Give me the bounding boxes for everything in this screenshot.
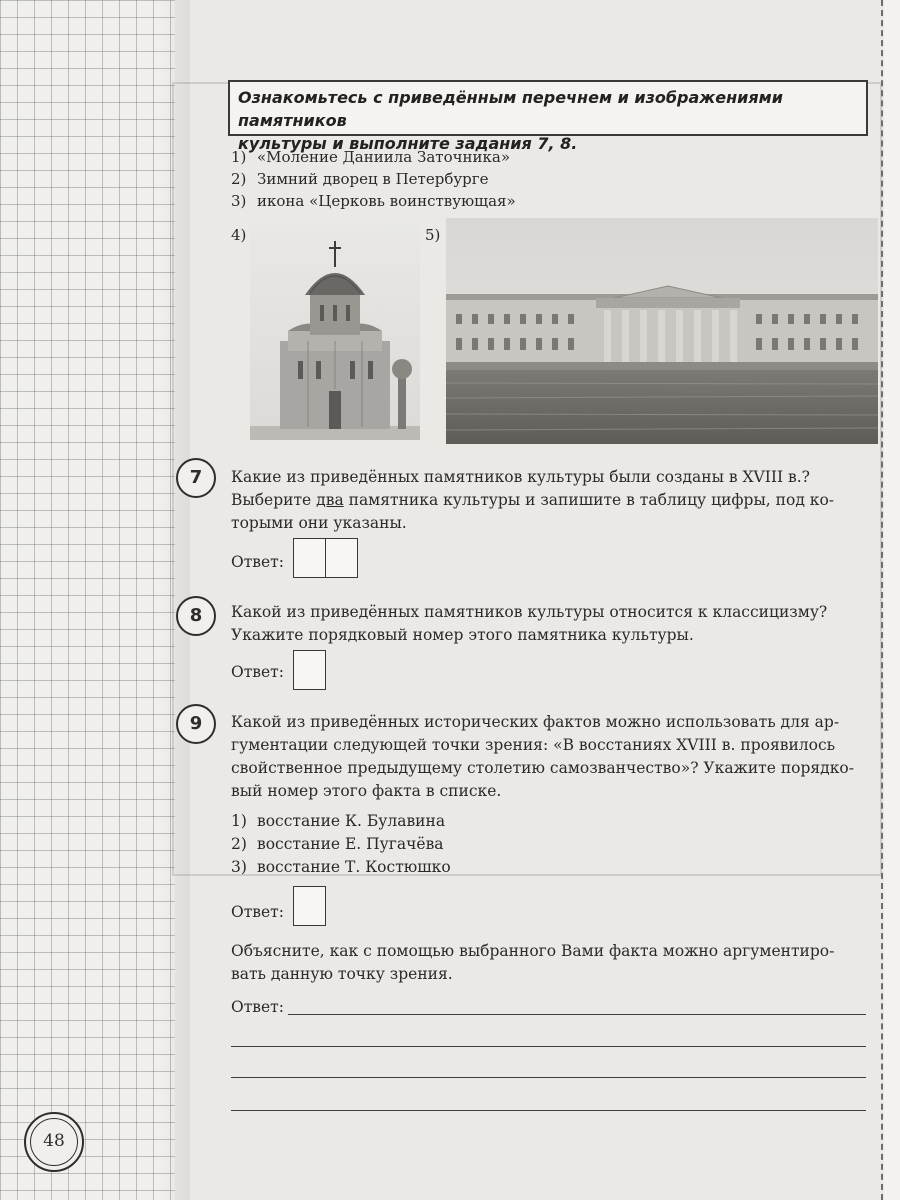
image-label-5: 5) <box>425 226 441 244</box>
question-7-line-1: Какие из приведённых памятников культуры были созданы в XVIII в.? <box>231 468 810 486</box>
answer-label-7: Ответ: <box>231 553 284 571</box>
question-8-text <box>231 601 871 647</box>
church-image <box>250 221 420 440</box>
list-item: 1) восстание К. Булавина <box>231 812 446 830</box>
question-7-line-2: Выберите два памятника культуры и запишите в таблицу цифры, под ко- <box>231 491 835 509</box>
question-9-line-2: гументации следующей точки зрения: «В восстаниях XVIII в. проявилось <box>231 736 836 754</box>
page-number: 48 <box>30 1118 78 1166</box>
answer-line-2[interactable] <box>231 1046 866 1047</box>
question-9-line-4: вый номер этого факта в списке. <box>231 782 502 800</box>
list-item: 2) Зимний дворец в Петербурге <box>231 170 489 188</box>
answer-cell-8[interactable] <box>293 650 326 690</box>
explanation-line-2: вать данную точку зрения. <box>231 965 453 983</box>
question-9-line-3: свойственное предыдущему столетию самозванчество»? Укажите порядко- <box>231 759 854 777</box>
question-8-line-1: Какой из приведённых памятников культуры относится к классицизму? <box>231 603 828 621</box>
answer-label-8: Ответ: <box>231 663 284 681</box>
question-7-text <box>231 466 871 535</box>
answer-cell-7-1[interactable] <box>293 538 326 578</box>
instruction-line-1: Ознакомьтесь с приведённым перечнем и изображениями памятников <box>238 88 783 130</box>
question-7-number: 7 <box>176 458 216 498</box>
question-9-line-1: Какой из приведённых исторических фактов можно использовать для ар- <box>231 713 840 731</box>
explanation-line-1: Объясните, как с помощью выбранного Вами факта можно аргументиро- <box>231 942 835 960</box>
answer-label-9-explain: Ответ: <box>231 998 284 1016</box>
instruction-box <box>228 80 868 153</box>
emphasis-two: два <box>316 491 344 509</box>
answer-line-3[interactable] <box>231 1077 866 1078</box>
question-7-line-3: торыми они указаны. <box>231 514 407 532</box>
explanation-prompt <box>231 940 871 986</box>
question-8-line-2: Укажите порядковый номер этого памятника культуры. <box>231 626 694 644</box>
answer-label-9: Ответ: <box>231 903 284 921</box>
answer-line-4[interactable] <box>231 1110 866 1111</box>
palace-image <box>446 218 878 444</box>
monument-list <box>231 146 516 212</box>
question-8-number: 8 <box>176 596 216 636</box>
list-item: 2) восстание Е. Пугачёва <box>231 835 444 853</box>
question-9-number: 9 <box>176 704 216 744</box>
list-item: 3) восстание Т. Костюшко <box>231 858 451 876</box>
page-number-badge <box>24 1112 84 1172</box>
graph-paper-margin <box>0 0 175 1200</box>
fact-list <box>231 810 451 879</box>
answer-cell-9[interactable] <box>293 886 326 926</box>
list-item: 1) «Моление Даниила Заточника» <box>231 148 511 166</box>
answer-line-1[interactable] <box>288 1014 866 1015</box>
question-9-text <box>231 711 871 803</box>
image-label-4: 4) <box>231 226 247 244</box>
list-item: 3) икона «Церковь воинствующая» <box>231 192 516 210</box>
answer-cell-7-2[interactable] <box>325 538 358 578</box>
instruction-line-2: культуры и выполните задания 7, 8. <box>238 134 578 153</box>
right-page-edge <box>884 0 900 1200</box>
